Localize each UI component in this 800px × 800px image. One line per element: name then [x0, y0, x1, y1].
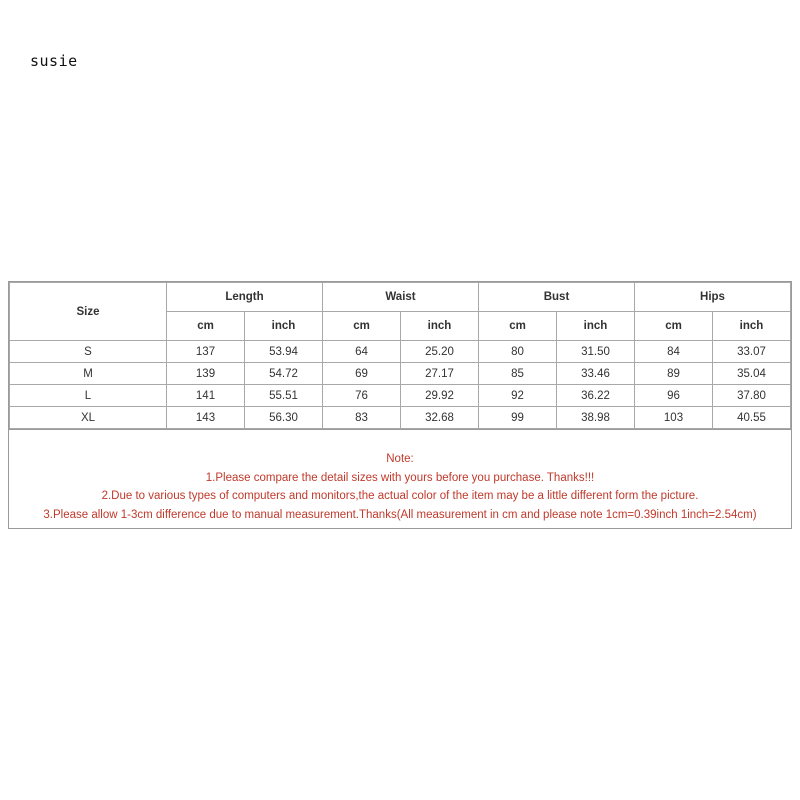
- table-cell: 25.20: [401, 341, 479, 363]
- hips-header: Hips: [635, 283, 791, 312]
- unit-header: cm: [323, 312, 401, 341]
- table-cell: 40.55: [713, 407, 791, 429]
- table-cell: 29.92: [401, 385, 479, 407]
- length-header: Length: [167, 283, 323, 312]
- brand-name: susie: [30, 52, 78, 70]
- table-cell: 76: [323, 385, 401, 407]
- table-cell: 84: [635, 341, 713, 363]
- size-label-cell: L: [10, 385, 167, 407]
- table-row: [10, 407, 791, 429]
- table-cell: 54.72: [245, 363, 323, 385]
- waist-header: Waist: [323, 283, 479, 312]
- table-row: [10, 385, 791, 407]
- bust-header: Bust: [479, 283, 635, 312]
- table-cell: 137: [167, 341, 245, 363]
- table-cell: 33.46: [557, 363, 635, 385]
- size-table: [9, 282, 791, 429]
- notes-title: Note:: [386, 453, 414, 465]
- table-cell: 85: [479, 363, 557, 385]
- table-cell: 92: [479, 385, 557, 407]
- table-cell: 103: [635, 407, 713, 429]
- size-chart: [8, 281, 792, 529]
- table-cell: 36.22: [557, 385, 635, 407]
- table-cell: 64: [323, 341, 401, 363]
- size-label-cell: M: [10, 363, 167, 385]
- table-cell: 89: [635, 363, 713, 385]
- table-cell: 55.51: [245, 385, 323, 407]
- table-cell: 139: [167, 363, 245, 385]
- table-cell: 96: [635, 385, 713, 407]
- table-cell: 56.30: [245, 407, 323, 429]
- table-cell: 99: [479, 407, 557, 429]
- table-cell: 143: [167, 407, 245, 429]
- table-cell: 37.80: [713, 385, 791, 407]
- table-cell: 31.50: [557, 341, 635, 363]
- table-row: [10, 363, 791, 385]
- size-label-cell: XL: [10, 407, 167, 429]
- unit-header: inch: [713, 312, 791, 341]
- table-cell: 38.98: [557, 407, 635, 429]
- size-column-header: Size: [10, 283, 167, 341]
- table-row: [10, 341, 791, 363]
- size-label-cell: S: [10, 341, 167, 363]
- unit-header: cm: [167, 312, 245, 341]
- unit-header: cm: [635, 312, 713, 341]
- unit-header: cm: [479, 312, 557, 341]
- table-cell: 53.94: [245, 341, 323, 363]
- table-cell: 83: [323, 407, 401, 429]
- unit-header: inch: [557, 312, 635, 341]
- table-cell: 27.17: [401, 363, 479, 385]
- table-cell: 35.04: [713, 363, 791, 385]
- note-line: 2.Due to various types of computers and monitors,the actual color of the item may be a little different form the picture.: [101, 490, 699, 502]
- note-line: 1.Please compare the detail sizes with yours before you purchase. Thanks!!!: [205, 471, 595, 484]
- note-line: 3.Please allow 1-3cm difference due to manual measurement.Thanks(All measurement in cm and please note 1cm=0.39inch 1inch=2.54cm): [43, 508, 757, 521]
- table-cell: 69: [323, 363, 401, 385]
- notes-section: [9, 429, 791, 528]
- table-cell: 33.07: [713, 341, 791, 363]
- table-cell: 80: [479, 341, 557, 363]
- table-cell: 141: [167, 385, 245, 407]
- unit-header: inch: [245, 312, 323, 341]
- unit-header: inch: [401, 312, 479, 341]
- table-cell: 32.68: [401, 407, 479, 429]
- header-group-row: [10, 283, 791, 312]
